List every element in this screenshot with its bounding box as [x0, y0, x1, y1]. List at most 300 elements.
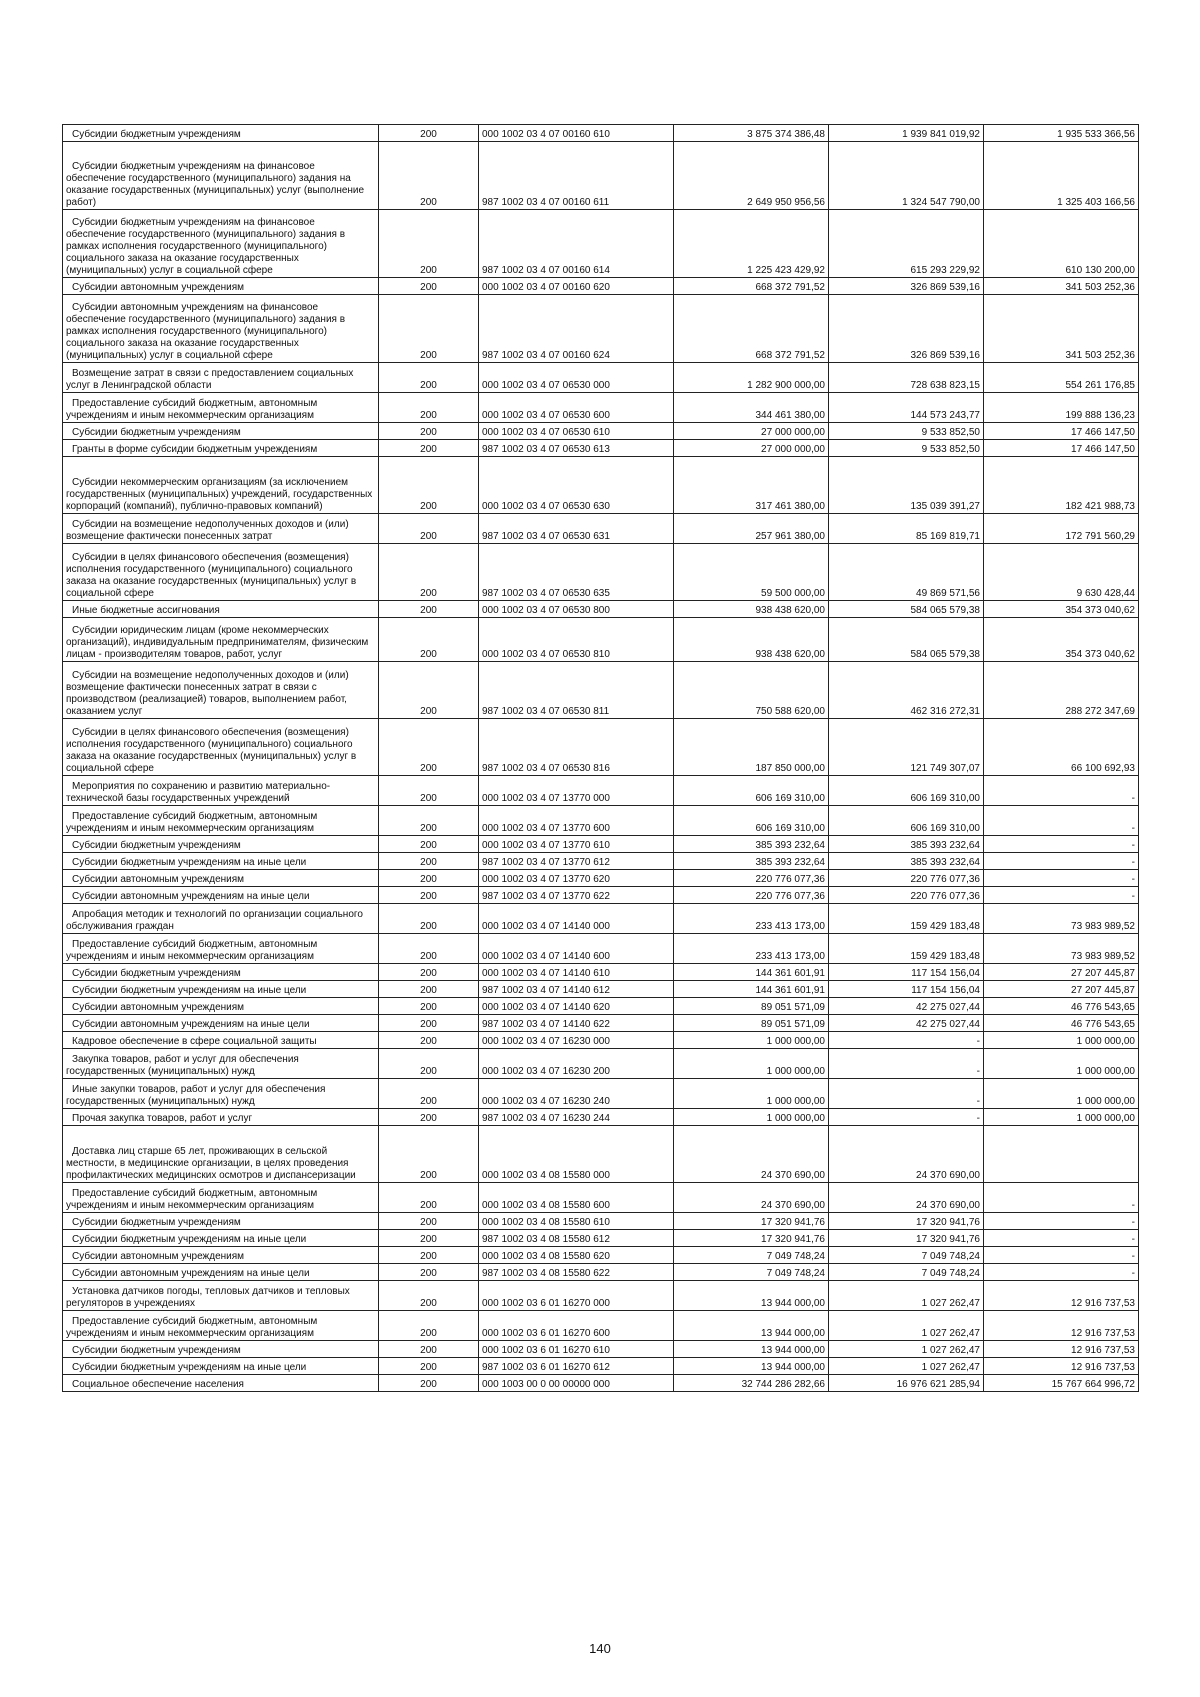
row-amount-1: 1 282 900 000,00: [674, 363, 829, 393]
row-kbk-code: 987 1002 03 4 07 13770 612: [479, 853, 674, 870]
row-name: [63, 1230, 379, 1247]
row-kbk-code: 987 1002 03 4 07 00160 611: [479, 142, 674, 210]
row-code: 200: [379, 904, 479, 934]
row-kbk-code: 987 1002 03 4 07 06530 613: [479, 440, 674, 457]
row-name: [63, 981, 379, 998]
table-row: [63, 1032, 1139, 1049]
table-row: [63, 1015, 1139, 1032]
row-amount-1: 27 000 000,00: [674, 440, 829, 457]
row-name-text: Возмещение затрат в связи с предоставлением социальных услуг в Ленинградской области: [66, 368, 354, 391]
row-name-text: Предоставление субсидий бюджетным, автономным учреждениям и иным некоммерческим организациям: [66, 1188, 318, 1211]
row-code: 200: [379, 981, 479, 998]
row-name-text: Доставка лиц старше 65 лет, проживающих в сельской местности, в медицинские организации, в целях проведения профилактических медицинских осмотров и диспансеризации: [66, 1146, 356, 1181]
row-amount-2: 615 293 229,92: [829, 210, 984, 278]
row-name-text: Субсидии автономным учреждениям: [72, 1251, 245, 1262]
row-name-text: Субсидии бюджетным учреждениям: [72, 427, 241, 438]
row-code: 200: [379, 1341, 479, 1358]
row-name-text: Предоставление субсидий бюджетным, автономным учреждениям и иным некоммерческим организациям: [66, 398, 318, 421]
row-amount-2: 385 393 232,64: [829, 836, 984, 853]
row-amount-2: 159 429 183,48: [829, 904, 984, 934]
row-code: 200: [379, 278, 479, 295]
row-amount-1: 59 500 000,00: [674, 544, 829, 601]
row-code: 200: [379, 887, 479, 904]
row-kbk-code: 000 1002 03 4 07 06530 610: [479, 423, 674, 440]
row-amount-1: 220 776 077,36: [674, 870, 829, 887]
row-kbk-code: 000 1002 03 4 08 15580 610: [479, 1213, 674, 1230]
row-amount-1: 17 320 941,76: [674, 1230, 829, 1247]
row-amount-1: 2 649 950 956,56: [674, 142, 829, 210]
table-row: [63, 853, 1139, 870]
row-amount-1: 13 944 000,00: [674, 1358, 829, 1375]
row-name: [63, 1264, 379, 1281]
row-code: 200: [379, 719, 479, 776]
row-code: 200: [379, 1183, 479, 1213]
row-amount-2: 42 275 027,44: [829, 1015, 984, 1032]
row-name-text: Субсидии автономным учреждениям на иные цели: [72, 1268, 310, 1279]
row-name-text: Субсидии бюджетным учреждениям на иные цели: [72, 857, 307, 868]
row-amount-2: 584 065 579,38: [829, 601, 984, 618]
row-amount-1: 144 361 601,91: [674, 981, 829, 998]
row-amount-1: 1 000 000,00: [674, 1049, 829, 1079]
row-code: 200: [379, 1213, 479, 1230]
table-row: [63, 295, 1139, 363]
row-name-text: Социальное обеспечение населения: [72, 1379, 244, 1390]
row-name: [63, 544, 379, 601]
row-amount-2: 121 749 307,07: [829, 719, 984, 776]
table-row: [63, 981, 1139, 998]
row-code: 200: [379, 836, 479, 853]
table-row: [63, 1375, 1139, 1392]
table-row: [63, 887, 1139, 904]
row-kbk-code: 000 1002 03 4 07 16230 000: [479, 1032, 674, 1049]
table-row: [63, 618, 1139, 662]
row-amount-2: 220 776 077,36: [829, 870, 984, 887]
row-name-text: Субсидии бюджетным учреждениям: [72, 840, 241, 851]
row-code: 200: [379, 1015, 479, 1032]
row-name: [63, 1375, 379, 1392]
row-kbk-code: 000 1002 03 4 07 00160 620: [479, 278, 674, 295]
table-row: [63, 719, 1139, 776]
row-kbk-code: 000 1002 03 4 07 13770 000: [479, 776, 674, 806]
row-name: [63, 934, 379, 964]
row-name-text: Субсидии автономным учреждениям: [72, 282, 245, 293]
row-amount-1: 13 944 000,00: [674, 1311, 829, 1341]
row-name: [63, 853, 379, 870]
row-amount-3: -: [984, 1230, 1139, 1247]
row-amount-1: 606 169 310,00: [674, 776, 829, 806]
table-row: [63, 1109, 1139, 1126]
row-kbk-code: 000 1002 03 6 01 16270 610: [479, 1341, 674, 1358]
row-name-text: Субсидии бюджетным учреждениям: [72, 968, 241, 979]
table-row: [63, 457, 1139, 514]
row-code: 200: [379, 1126, 479, 1183]
row-kbk-code: 000 1002 03 4 07 00160 610: [479, 125, 674, 142]
row-name: [63, 836, 379, 853]
row-name: [63, 1341, 379, 1358]
row-name-text: Апробация методик и технологий по организации социального обслуживания граждан: [66, 909, 363, 932]
row-name-text: Предоставление субсидий бюджетным, автономным учреждениям и иным некоммерческим организациям: [66, 939, 318, 962]
table-row: [63, 1264, 1139, 1281]
row-amount-3: -: [984, 853, 1139, 870]
row-amount-1: 17 320 941,76: [674, 1213, 829, 1230]
row-code: 200: [379, 1032, 479, 1049]
row-code: 200: [379, 440, 479, 457]
row-kbk-code: 000 1002 03 4 07 13770 600: [479, 806, 674, 836]
row-name-text: Субсидии бюджетным учреждениям: [72, 1217, 241, 1228]
row-amount-1: 187 850 000,00: [674, 719, 829, 776]
row-amount-3: 46 776 543,65: [984, 1015, 1139, 1032]
row-code: 200: [379, 776, 479, 806]
table-row: [63, 423, 1139, 440]
row-amount-1: 1 000 000,00: [674, 1032, 829, 1049]
row-name: [63, 662, 379, 719]
row-amount-3: -: [984, 887, 1139, 904]
row-kbk-code: 987 1002 03 4 07 00160 624: [479, 295, 674, 363]
row-amount-1: 3 875 374 386,48: [674, 125, 829, 142]
row-amount-1: 13 944 000,00: [674, 1341, 829, 1358]
row-name-text: Субсидии автономным учреждениям: [72, 1002, 245, 1013]
table-row: [63, 142, 1139, 210]
row-amount-2: 42 275 027,44: [829, 998, 984, 1015]
row-code: 200: [379, 363, 479, 393]
row-code: 200: [379, 601, 479, 618]
row-amount-3: 73 983 989,52: [984, 904, 1139, 934]
row-name-text: Субсидии автономным учреждениям на иные цели: [72, 1019, 310, 1030]
row-name-text: Субсидии бюджетным учреждениям: [72, 1345, 241, 1356]
row-kbk-code: 000 1002 03 4 07 13770 620: [479, 870, 674, 887]
table-row: [63, 1230, 1139, 1247]
row-name-text: Субсидии автономным учреждениям: [72, 874, 245, 885]
row-kbk-code: 000 1002 03 4 07 06530 600: [479, 393, 674, 423]
row-amount-3: 66 100 692,93: [984, 719, 1139, 776]
row-amount-2: 117 154 156,04: [829, 964, 984, 981]
row-amount-2: -: [829, 1032, 984, 1049]
row-amount-1: 144 361 601,91: [674, 964, 829, 981]
row-kbk-code: 987 1002 03 4 07 06530 811: [479, 662, 674, 719]
row-amount-2: 1 027 262,47: [829, 1311, 984, 1341]
row-code: 200: [379, 853, 479, 870]
row-amount-2: 144 573 243,77: [829, 393, 984, 423]
row-kbk-code: 000 1002 03 4 08 15580 620: [479, 1247, 674, 1264]
row-amount-2: 117 154 156,04: [829, 981, 984, 998]
row-amount-1: 233 413 173,00: [674, 904, 829, 934]
table-row: [63, 278, 1139, 295]
row-code: 200: [379, 870, 479, 887]
row-name-text: Субсидии некоммерческим организациям (за исключением государственных (муниципальных) учреждений, государственных корпораций (компаний), публично-правовых компаний): [66, 477, 373, 512]
row-name-text: Мероприятия по сохранению и развитию материально-технической базы государственных учреждений: [66, 781, 331, 804]
row-name-text: Предоставление субсидий бюджетным, автономным учреждениям и иным некоммерческим организациям: [66, 1316, 318, 1339]
row-name-text: Субсидии юридическим лицам (кроме некоммерческих организаций), индивидуальным предпринимателям, физическим лицам - производителям товаров, работ, услуг: [66, 625, 369, 660]
row-amount-1: 938 438 620,00: [674, 618, 829, 662]
row-amount-3: -: [984, 776, 1139, 806]
row-amount-1: 606 169 310,00: [674, 806, 829, 836]
row-amount-3: 9 630 428,44: [984, 544, 1139, 601]
row-name: [63, 719, 379, 776]
table-row: [63, 1213, 1139, 1230]
row-name-text: Субсидии в целях финансового обеспечения (возмещения) исполнения государственного (муниципального) социального заказа на оказание государственных (муниципальных) услуг в социальной сфере: [66, 727, 357, 774]
row-code: 200: [379, 1375, 479, 1392]
row-kbk-code: 000 1002 03 4 08 15580 600: [479, 1183, 674, 1213]
table-row: [63, 904, 1139, 934]
table-row: [63, 1247, 1139, 1264]
row-amount-1: 1 000 000,00: [674, 1079, 829, 1109]
table-row: [63, 1079, 1139, 1109]
row-amount-3: 1 000 000,00: [984, 1079, 1139, 1109]
row-kbk-code: 000 1002 03 4 07 06530 630: [479, 457, 674, 514]
row-amount-1: 344 461 380,00: [674, 393, 829, 423]
row-amount-2: 24 370 690,00: [829, 1126, 984, 1183]
row-amount-2: 49 869 571,56: [829, 544, 984, 601]
row-name: [63, 278, 379, 295]
row-name: [63, 1079, 379, 1109]
table-row: [63, 1281, 1139, 1311]
row-amount-3: 1 935 533 366,56: [984, 125, 1139, 142]
table-row: [63, 210, 1139, 278]
row-name-text: Иные закупки товаров, работ и услуг для обеспечения государственных (муниципальных) нужд: [66, 1084, 326, 1107]
row-amount-2: -: [829, 1079, 984, 1109]
table-row: [63, 934, 1139, 964]
row-name-text: Иные бюджетные ассигнования: [72, 605, 220, 616]
row-name-text: Установка датчиков погоды, тепловых датчиков и тепловых регуляторов в учреждениях: [66, 1286, 350, 1309]
row-amount-3: -: [984, 1183, 1139, 1213]
row-name-text: Субсидии на возмещение недополученных доходов и (или) возмещение фактически понесенных затрат в связи с производством (реализацией) товаров, выполнением работ, оказанием услуг: [66, 670, 349, 717]
row-name-text: Субсидии автономным учреждениям на финансовое обеспечение государственного (муниципального) задания в рамках исполнения государственного (муниципального) социального заказа на оказание государственных (муниципальных) услуг в социальной сфере: [66, 302, 346, 361]
row-amount-2: -: [829, 1049, 984, 1079]
row-amount-3: 288 272 347,69: [984, 662, 1139, 719]
row-amount-3: -: [984, 1247, 1139, 1264]
row-name-text: Субсидии бюджетным учреждениям на иные цели: [72, 985, 307, 996]
row-name: [63, 776, 379, 806]
row-name: [63, 1281, 379, 1311]
row-amount-1: 13 944 000,00: [674, 1281, 829, 1311]
row-code: 200: [379, 1049, 479, 1079]
row-code: 200: [379, 1264, 479, 1281]
row-kbk-code: 000 1002 03 4 07 06530 810: [479, 618, 674, 662]
table-row: [63, 1183, 1139, 1213]
row-code: 200: [379, 806, 479, 836]
row-amount-2: 7 049 748,24: [829, 1264, 984, 1281]
row-code: 200: [379, 210, 479, 278]
row-name-text: Кадровое обеспечение в сфере социальной защиты: [72, 1036, 317, 1047]
row-code: 200: [379, 1230, 479, 1247]
row-amount-3: 354 373 040,62: [984, 618, 1139, 662]
row-amount-3: -: [984, 870, 1139, 887]
row-name: [63, 870, 379, 887]
table-row: [63, 662, 1139, 719]
row-amount-3: 172 791 560,29: [984, 514, 1139, 544]
row-code: 200: [379, 125, 479, 142]
row-kbk-code: 000 1002 03 4 08 15580 000: [479, 1126, 674, 1183]
row-code: 200: [379, 544, 479, 601]
row-amount-1: 233 413 173,00: [674, 934, 829, 964]
row-kbk-code: 000 1002 03 4 07 14140 600: [479, 934, 674, 964]
row-amount-1: 668 372 791,52: [674, 278, 829, 295]
row-code: 200: [379, 1247, 479, 1264]
table-row: [63, 1358, 1139, 1375]
row-amount-3: 17 466 147,50: [984, 423, 1139, 440]
row-name: [63, 618, 379, 662]
row-amount-2: 728 638 823,15: [829, 363, 984, 393]
row-amount-3: 12 916 737,53: [984, 1281, 1139, 1311]
row-amount-2: 606 169 310,00: [829, 806, 984, 836]
row-kbk-code: 000 1002 03 4 07 13770 610: [479, 836, 674, 853]
row-amount-2: 1 324 547 790,00: [829, 142, 984, 210]
row-amount-2: 7 049 748,24: [829, 1247, 984, 1264]
row-amount-1: 220 776 077,36: [674, 887, 829, 904]
table-row: [63, 1049, 1139, 1079]
row-name: [63, 904, 379, 934]
row-amount-3: -: [984, 1213, 1139, 1230]
row-kbk-code: 987 1002 03 4 08 15580 612: [479, 1230, 674, 1247]
row-amount-1: 27 000 000,00: [674, 423, 829, 440]
row-amount-3: 73 983 989,52: [984, 934, 1139, 964]
row-amount-1: 32 744 286 282,66: [674, 1375, 829, 1392]
row-name-text: Субсидии автономным учреждениям на иные цели: [72, 891, 310, 902]
row-name-text: Субсидии бюджетным учреждениям на финансовое обеспечение государственного (муниципального) задания на оказание государственных (муниципальных) услуг (выполнение работ): [66, 161, 365, 208]
row-code: 200: [379, 393, 479, 423]
row-amount-3: 1 325 403 166,56: [984, 142, 1139, 210]
row-amount-1: 89 051 571,09: [674, 998, 829, 1015]
row-name: [63, 125, 379, 142]
row-amount-2: 606 169 310,00: [829, 776, 984, 806]
row-name: [63, 1311, 379, 1341]
row-kbk-code: 000 1002 03 6 01 16270 000: [479, 1281, 674, 1311]
row-amount-3: 17 466 147,50: [984, 440, 1139, 457]
row-kbk-code: 000 1002 03 4 07 16230 200: [479, 1049, 674, 1079]
row-name: [63, 1109, 379, 1126]
row-code: 200: [379, 618, 479, 662]
row-amount-3: -: [984, 836, 1139, 853]
table-row: [63, 998, 1139, 1015]
row-amount-3: 341 503 252,36: [984, 295, 1139, 363]
row-name-text: Субсидии в целях финансового обеспечения (возмещения) исполнения государственного (муниципального) социального заказа на оказание государственных (муниципальных) услуг в социальной сфере: [66, 552, 357, 599]
row-amount-2: -: [829, 1109, 984, 1126]
row-amount-3: 46 776 543,65: [984, 998, 1139, 1015]
row-amount-1: 7 049 748,24: [674, 1264, 829, 1281]
row-name-text: Субсидии бюджетным учреждениям на иные цели: [72, 1362, 307, 1373]
row-code: 200: [379, 662, 479, 719]
row-code: 200: [379, 457, 479, 514]
row-kbk-code: 000 1002 03 4 07 06530 800: [479, 601, 674, 618]
row-amount-3: 354 373 040,62: [984, 601, 1139, 618]
row-name: [63, 964, 379, 981]
row-amount-1: 257 961 380,00: [674, 514, 829, 544]
row-name: [63, 601, 379, 618]
table-row: [63, 514, 1139, 544]
row-amount-1: 24 370 690,00: [674, 1126, 829, 1183]
row-name: [63, 1213, 379, 1230]
page-number: 140: [589, 1641, 611, 1656]
row-kbk-code: 987 1002 03 4 08 15580 622: [479, 1264, 674, 1281]
row-amount-1: 1 225 423 429,92: [674, 210, 829, 278]
row-name-text: Субсидии бюджетным учреждениям: [72, 129, 241, 140]
row-name: [63, 1358, 379, 1375]
row-name-text: Прочая закупка товаров, работ и услуг: [72, 1113, 253, 1124]
row-kbk-code: 987 1002 03 4 07 14140 612: [479, 981, 674, 998]
row-name: [63, 295, 379, 363]
row-amount-2: 1 939 841 019,92: [829, 125, 984, 142]
table-row: [63, 1311, 1139, 1341]
row-code: 200: [379, 423, 479, 440]
row-amount-1: 385 393 232,64: [674, 836, 829, 853]
table-row: [63, 125, 1139, 142]
row-amount-3: 610 130 200,00: [984, 210, 1139, 278]
budget-execution-table: [62, 124, 1139, 1392]
table-row: [63, 1341, 1139, 1358]
row-amount-1: 385 393 232,64: [674, 853, 829, 870]
row-name: [63, 1032, 379, 1049]
row-amount-2: 584 065 579,38: [829, 618, 984, 662]
row-name-text: Гранты в форме субсидии бюджетным учреждениям: [72, 444, 318, 455]
row-kbk-code: 000 1002 03 4 07 14140 620: [479, 998, 674, 1015]
row-amount-2: 135 039 391,27: [829, 457, 984, 514]
row-kbk-code: 987 1002 03 4 07 13770 622: [479, 887, 674, 904]
row-kbk-code: 000 1002 03 4 07 14140 610: [479, 964, 674, 981]
row-name: [63, 514, 379, 544]
row-amount-2: 462 316 272,31: [829, 662, 984, 719]
row-amount-2: 17 320 941,76: [829, 1230, 984, 1247]
row-kbk-code: 987 1002 03 4 07 06530 631: [479, 514, 674, 544]
row-name: [63, 457, 379, 514]
row-amount-2: 326 869 539,16: [829, 295, 984, 363]
row-amount-2: 9 533 852,50: [829, 440, 984, 457]
row-amount-3: 341 503 252,36: [984, 278, 1139, 295]
table-row: [63, 601, 1139, 618]
row-amount-2: 17 320 941,76: [829, 1213, 984, 1230]
row-amount-3: [984, 1126, 1139, 1183]
row-amount-2: 24 370 690,00: [829, 1183, 984, 1213]
row-name: [63, 1015, 379, 1032]
row-amount-3: 1 000 000,00: [984, 1049, 1139, 1079]
row-amount-1: 938 438 620,00: [674, 601, 829, 618]
row-amount-2: 1 027 262,47: [829, 1341, 984, 1358]
row-amount-1: 1 000 000,00: [674, 1109, 829, 1126]
row-name: [63, 210, 379, 278]
row-name: [63, 440, 379, 457]
row-amount-3: 15 767 664 996,72: [984, 1375, 1139, 1392]
row-name-text: Предоставление субсидий бюджетным, автономным учреждениям и иным некоммерческим организациям: [66, 811, 318, 834]
row-kbk-code: 987 1002 03 6 01 16270 612: [479, 1358, 674, 1375]
row-amount-2: 1 027 262,47: [829, 1281, 984, 1311]
row-amount-3: 1 000 000,00: [984, 1032, 1139, 1049]
row-amount-3: 12 916 737,53: [984, 1358, 1139, 1375]
row-kbk-code: 987 1002 03 4 07 00160 614: [479, 210, 674, 278]
row-amount-2: 326 869 539,16: [829, 278, 984, 295]
row-code: 200: [379, 514, 479, 544]
row-kbk-code: 000 1002 03 4 07 14140 000: [479, 904, 674, 934]
row-code: 200: [379, 1358, 479, 1375]
row-code: 200: [379, 1079, 479, 1109]
row-name: [63, 142, 379, 210]
row-code: 200: [379, 934, 479, 964]
row-amount-2: 16 976 621 285,94: [829, 1375, 984, 1392]
row-amount-3: 27 207 445,87: [984, 981, 1139, 998]
row-code: 200: [379, 964, 479, 981]
row-name: [63, 1126, 379, 1183]
row-name: [63, 998, 379, 1015]
row-amount-2: 220 776 077,36: [829, 887, 984, 904]
row-amount-2: 85 169 819,71: [829, 514, 984, 544]
row-name: [63, 423, 379, 440]
row-amount-1: 7 049 748,24: [674, 1247, 829, 1264]
table-row: [63, 870, 1139, 887]
row-amount-1: 24 370 690,00: [674, 1183, 829, 1213]
row-code: 200: [379, 142, 479, 210]
row-amount-1: 89 051 571,09: [674, 1015, 829, 1032]
row-kbk-code: 000 1002 03 4 07 16230 240: [479, 1079, 674, 1109]
row-kbk-code: 000 1003 00 0 00 00000 000: [479, 1375, 674, 1392]
row-name: [63, 1247, 379, 1264]
